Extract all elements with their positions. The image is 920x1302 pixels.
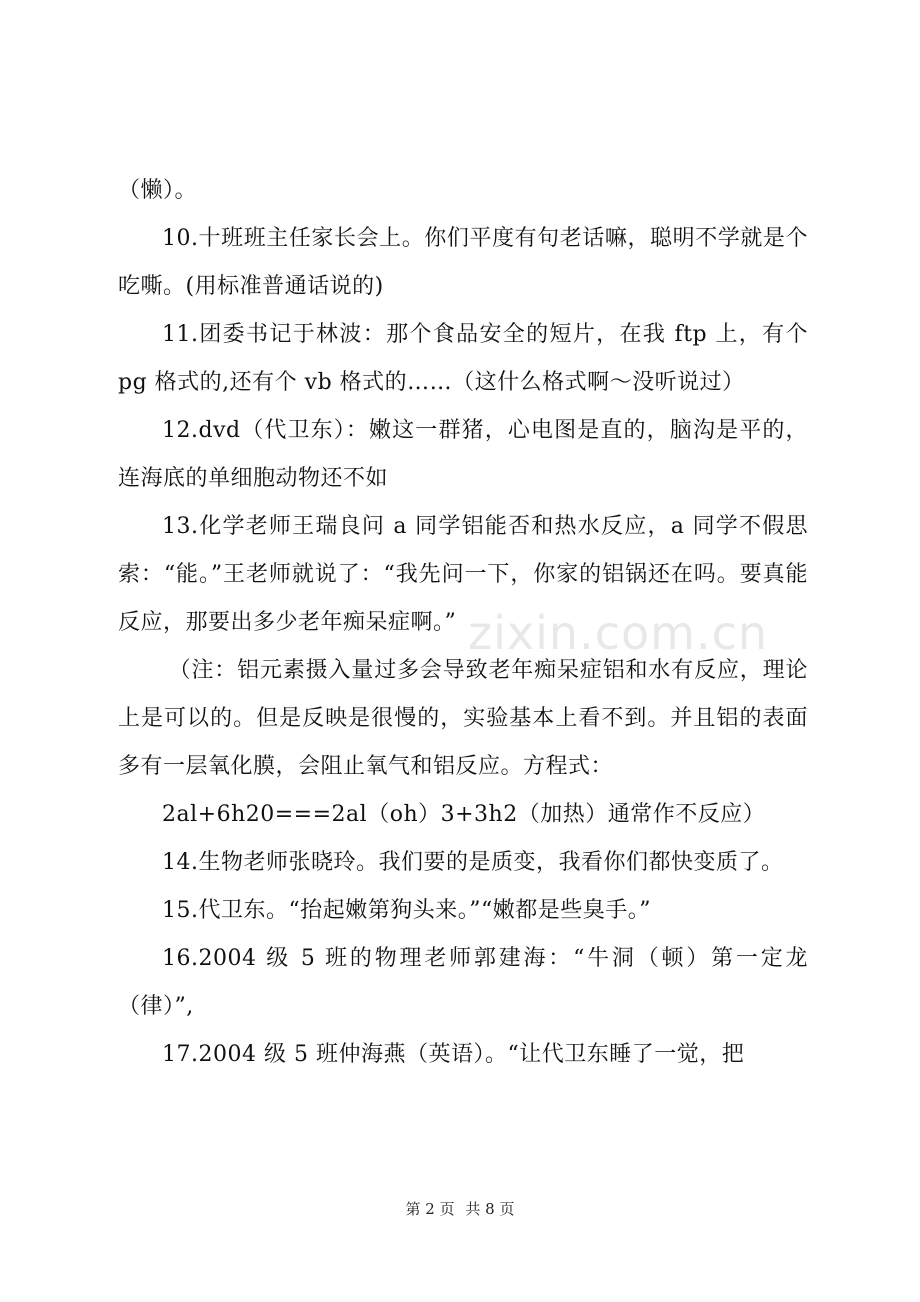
page-number: 第 2 页 [405, 1200, 455, 1218]
document-body [118, 167, 808, 1079]
paragraph-12: 12.dvd（代卫东）：嫩这一群猪，心电图是直的，脑沟是平的，连海底的单细胞动物还不如 [118, 418, 808, 491]
paragraph-14: 14.生物老师张晓玲。我们要的是质变，我看你们都快变质了。 [162, 850, 784, 875]
page-total: 共 8 页 [465, 1200, 515, 1218]
paragraph-0: （懒）。 [118, 178, 198, 203]
paragraph-16: 16.2004 级 5 班的物理老师郭建海：“牛洞（顿）第一定龙（律）”, [118, 946, 808, 1019]
paragraph-note: （注：铝元素摄入量过多会导致老年痴呆症铝和水有反应，理论上是可以的。但是反映是很慢的，实验基本上看不到。并且铝的表面多有一层氧化膜，会阻止氧气和铝反应。方程式： [118, 658, 808, 779]
paragraph-equation: 2al+6h20===2al（oh）3+3h2（加热）通常作不反应） [162, 802, 766, 827]
page-footer [0, 1198, 920, 1220]
paragraph-17: 17.2004 级 5 班仲海燕（英语）。“让代卫东睡了一觉，把 [162, 1042, 745, 1067]
paragraph-15: 15.代卫东。“抬起嫩第狗头来。”“嫩都是些臭手。” [162, 898, 651, 923]
watermark: zixin.com.cn [468, 606, 769, 660]
paragraph-11: 11.团委书记于林波：那个食品安全的短片，在我 ftp 上，有个 pg 格式的,还有个 vb 格式的……（这什么格式啊～没听说过） [118, 322, 808, 395]
paragraph-13: 13.化学老师王瑞良问 a 同学铝能否和热水反应，a 同学不假思索：“能。”王老师就说了：“我先问一下，你家的铝锅还在吗。要真能反应，那要出多少老年痴呆症啊。” [118, 514, 808, 635]
paragraph-10: 10.十班班主任家长会上。你们平度有句老话嘛，聪明不学就是个吃嘶。(用标准普通话说的) [118, 226, 808, 299]
